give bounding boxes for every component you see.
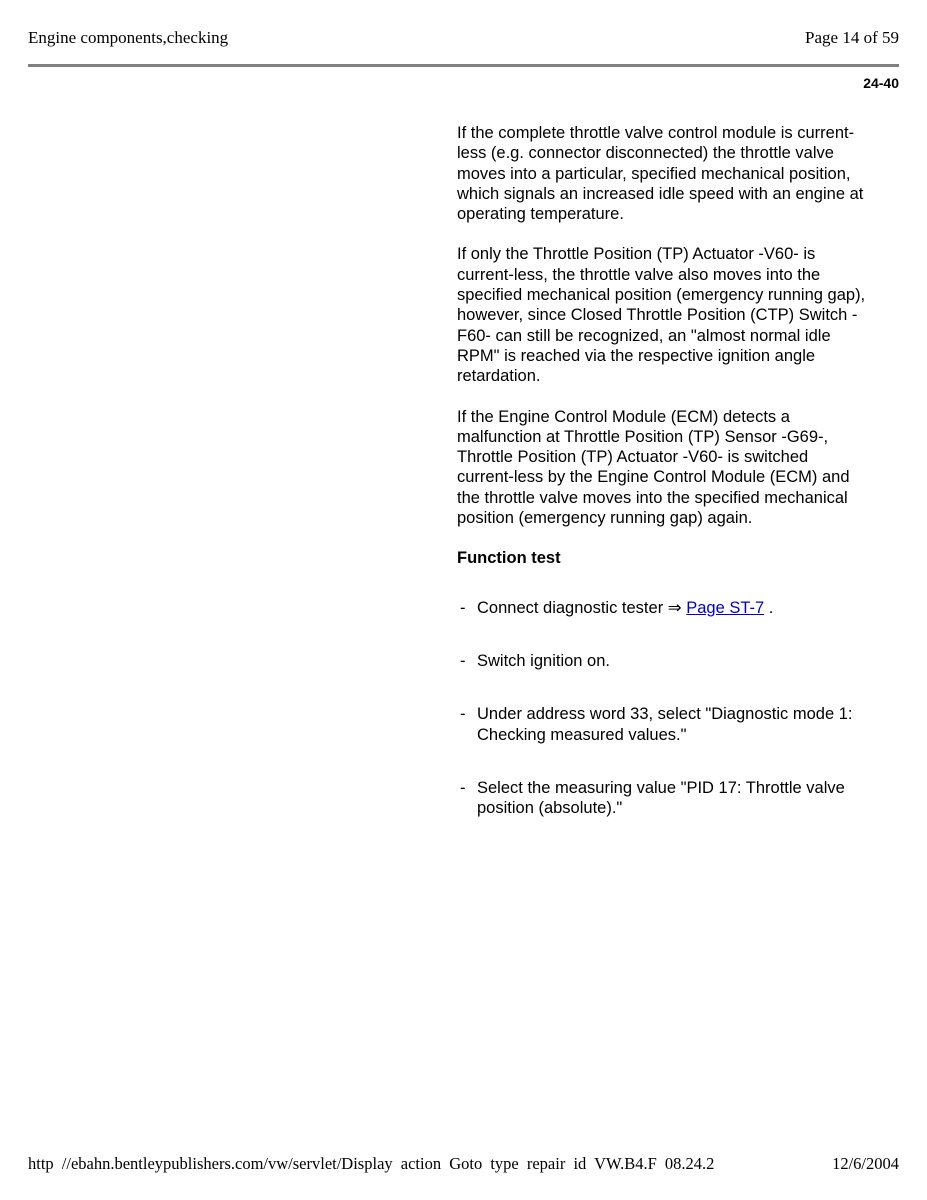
- step-item: [457, 778, 867, 819]
- step-item: [457, 704, 867, 745]
- page-st-7-link[interactable]: Page ST-7: [686, 598, 765, 617]
- paragraph-3: If the Engine Control Module (ECM) detects a malfunction at Throttle Position (TP) Sensor -G69-, Throttle Position (TP) Actuator -V60- is switched current-less by the Engine Control Module (ECM) and the throttle valve moves into the specified mechanical position (emergency running gap) again.: [457, 407, 850, 528]
- step-item: [457, 651, 867, 671]
- paragraph-1: If the complete throttle valve control module is current-less (e.g. connector disconnected) the throttle valve moves into a particular, specified mechanical position, which signals an increased idle speed with an engine at operating temperature.: [457, 124, 864, 224]
- step-dash: -: [460, 778, 466, 797]
- step-text: Connect diagnostic tester: [477, 598, 664, 617]
- page-indicator: Page 14 of 59: [805, 28, 899, 47]
- paragraph-2: If only the Throttle Position (TP) Actuator -V60- is current-less, the throttle valve also moves into the specified mechanical position (emergency running gap), however, since Closed Throttle Position (CTP) Switch -F60- can still be recognized, an "almost normal idle RPM" is reached via the respective ignition angle retardation.: [457, 245, 866, 386]
- function-test-heading: Function test: [457, 549, 561, 568]
- arrow-icon: ⇒: [667, 598, 682, 617]
- step-item: [457, 598, 867, 618]
- step-text: Select the measuring value "PID 17: Throttle valve position (absolute).": [477, 778, 845, 818]
- step-dash: -: [460, 598, 466, 617]
- document-title: Engine components,checking: [28, 28, 229, 47]
- footer-url: http //ebahn.bentleypublishers.com/vw/servlet/Display action Goto type repair id VW.B4.F 08.24.2: [28, 1154, 715, 1173]
- step-dash: -: [460, 705, 466, 724]
- step-text: Switch ignition on.: [477, 651, 610, 670]
- section-number: 24-40: [863, 75, 899, 91]
- header-divider: [28, 64, 899, 67]
- step-text: Under address word 33, select "Diagnostic mode 1: Checking measured values.": [477, 705, 853, 744]
- step-suffix: .: [768, 598, 774, 617]
- step-dash: -: [460, 651, 466, 670]
- footer-date: 12/6/2004: [832, 1154, 899, 1173]
- main-content: [457, 123, 867, 818]
